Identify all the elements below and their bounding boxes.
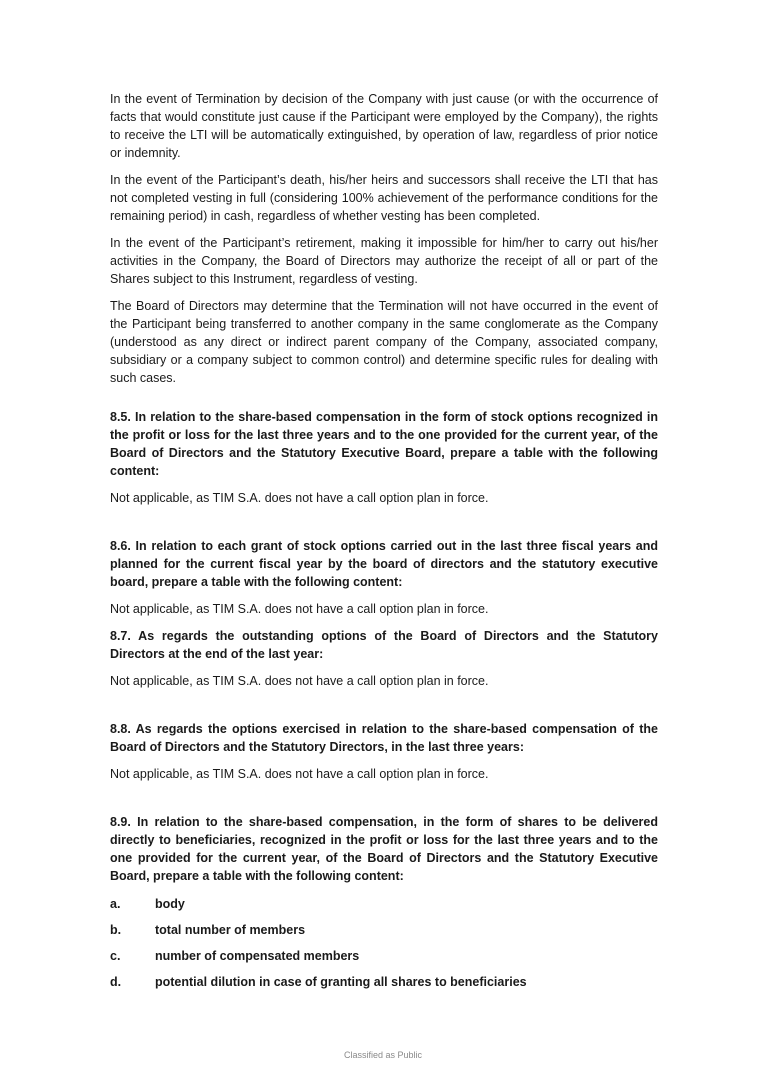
list-item-text: body [155,897,185,911]
list-item [110,947,658,965]
section-heading-8-9: 8.9. In relation to the share-based compensation, in the form of shares to be delivered directly to beneficiaries, recognized in the profit or loss for the last three years and to the one provided for the current year, of the Board of Directors and the Statutory Executive Board, prepare a table with the following content: [110,815,658,883]
list-item [110,895,658,913]
list-item-text: potential dilution in case of granting all shares to beneficiaries [155,975,527,989]
section-answer-8-7: Not applicable, as TIM S.A. does not have a call option plan in force. [110,674,489,688]
section-answer-8-8: Not applicable, as TIM S.A. does not have a call option plan in force. [110,767,489,781]
section-heading-8-6: 8.6. In relation to each grant of stock options carried out in the last three fiscal years and planned for the current fiscal year by the board of directors and the statutory executive board, prepare a table with the following content: [110,539,658,589]
paragraph-death: In the event of the Participant’s death, his/her heirs and successors shall receive the LTI that has not completed vesting in full (considering 100% achievement of the performance conditions for the remaining period) in cash, regardless of whether vesting has been completed. [110,173,658,223]
paragraph-retirement: In the event of the Participant’s retirement, making it impossible for him/her to carry out his/her activities in the Company, the Board of Directors may authorize the receipt of all or part of the Shares subject to this Instrument, regardless of vesting. [110,236,658,286]
section-answer-8-6: Not applicable, as TIM S.A. does not have a call option plan in force. [110,602,489,616]
document-page [110,90,658,999]
list-item [110,973,658,991]
content-list-8-9 [110,895,658,991]
classification-footer: Classified as Public [343,1050,423,1060]
list-item-marker: a. [110,897,121,911]
section-answer-8-5: Not applicable, as TIM S.A. does not have a call option plan in force. [110,491,489,505]
paragraph-termination-just-cause: In the event of Termination by decision of the Company with just cause (or with the occurrence of facts that would constitute just cause if the Participant were employed by the Company), the rights to receive the LTI will be automatically extinguished, by operation of law, regardless of prior notice or indemnity. [110,92,658,160]
list-item-marker: b. [110,923,122,937]
list-item-text: total number of members [155,923,306,937]
section-heading-8-7: 8.7. As regards the outstanding options of the Board of Directors and the Statutory Directors at the end of the last year: [110,629,658,661]
section-heading-8-5: 8.5. In relation to the share-based compensation in the form of stock options recognized in the profit or loss for the last three years and to the one provided for the current year, of the Board of Directors and the Statutory Executive Board, prepare a table with the following content: [110,410,658,478]
list-item-text: number of compensated members [155,949,360,963]
list-item-marker: d. [110,975,122,989]
paragraph-transfer: The Board of Directors may determine that the Termination will not have occurred in the event of the Participant being transferred to another company in the same conglomerate as the Company (understood as any direct or indirect parent company of the Company, associated company, subsidiary or a company subject to common control) and determine specific rules for dealing with such cases. [110,299,658,385]
list-item-marker: c. [110,949,121,963]
list-item [110,921,658,939]
section-heading-8-8: 8.8. As regards the options exercised in relation to the share-based compensation of the Board of Directors and the Statutory Directors, in the last three years: [110,722,658,754]
